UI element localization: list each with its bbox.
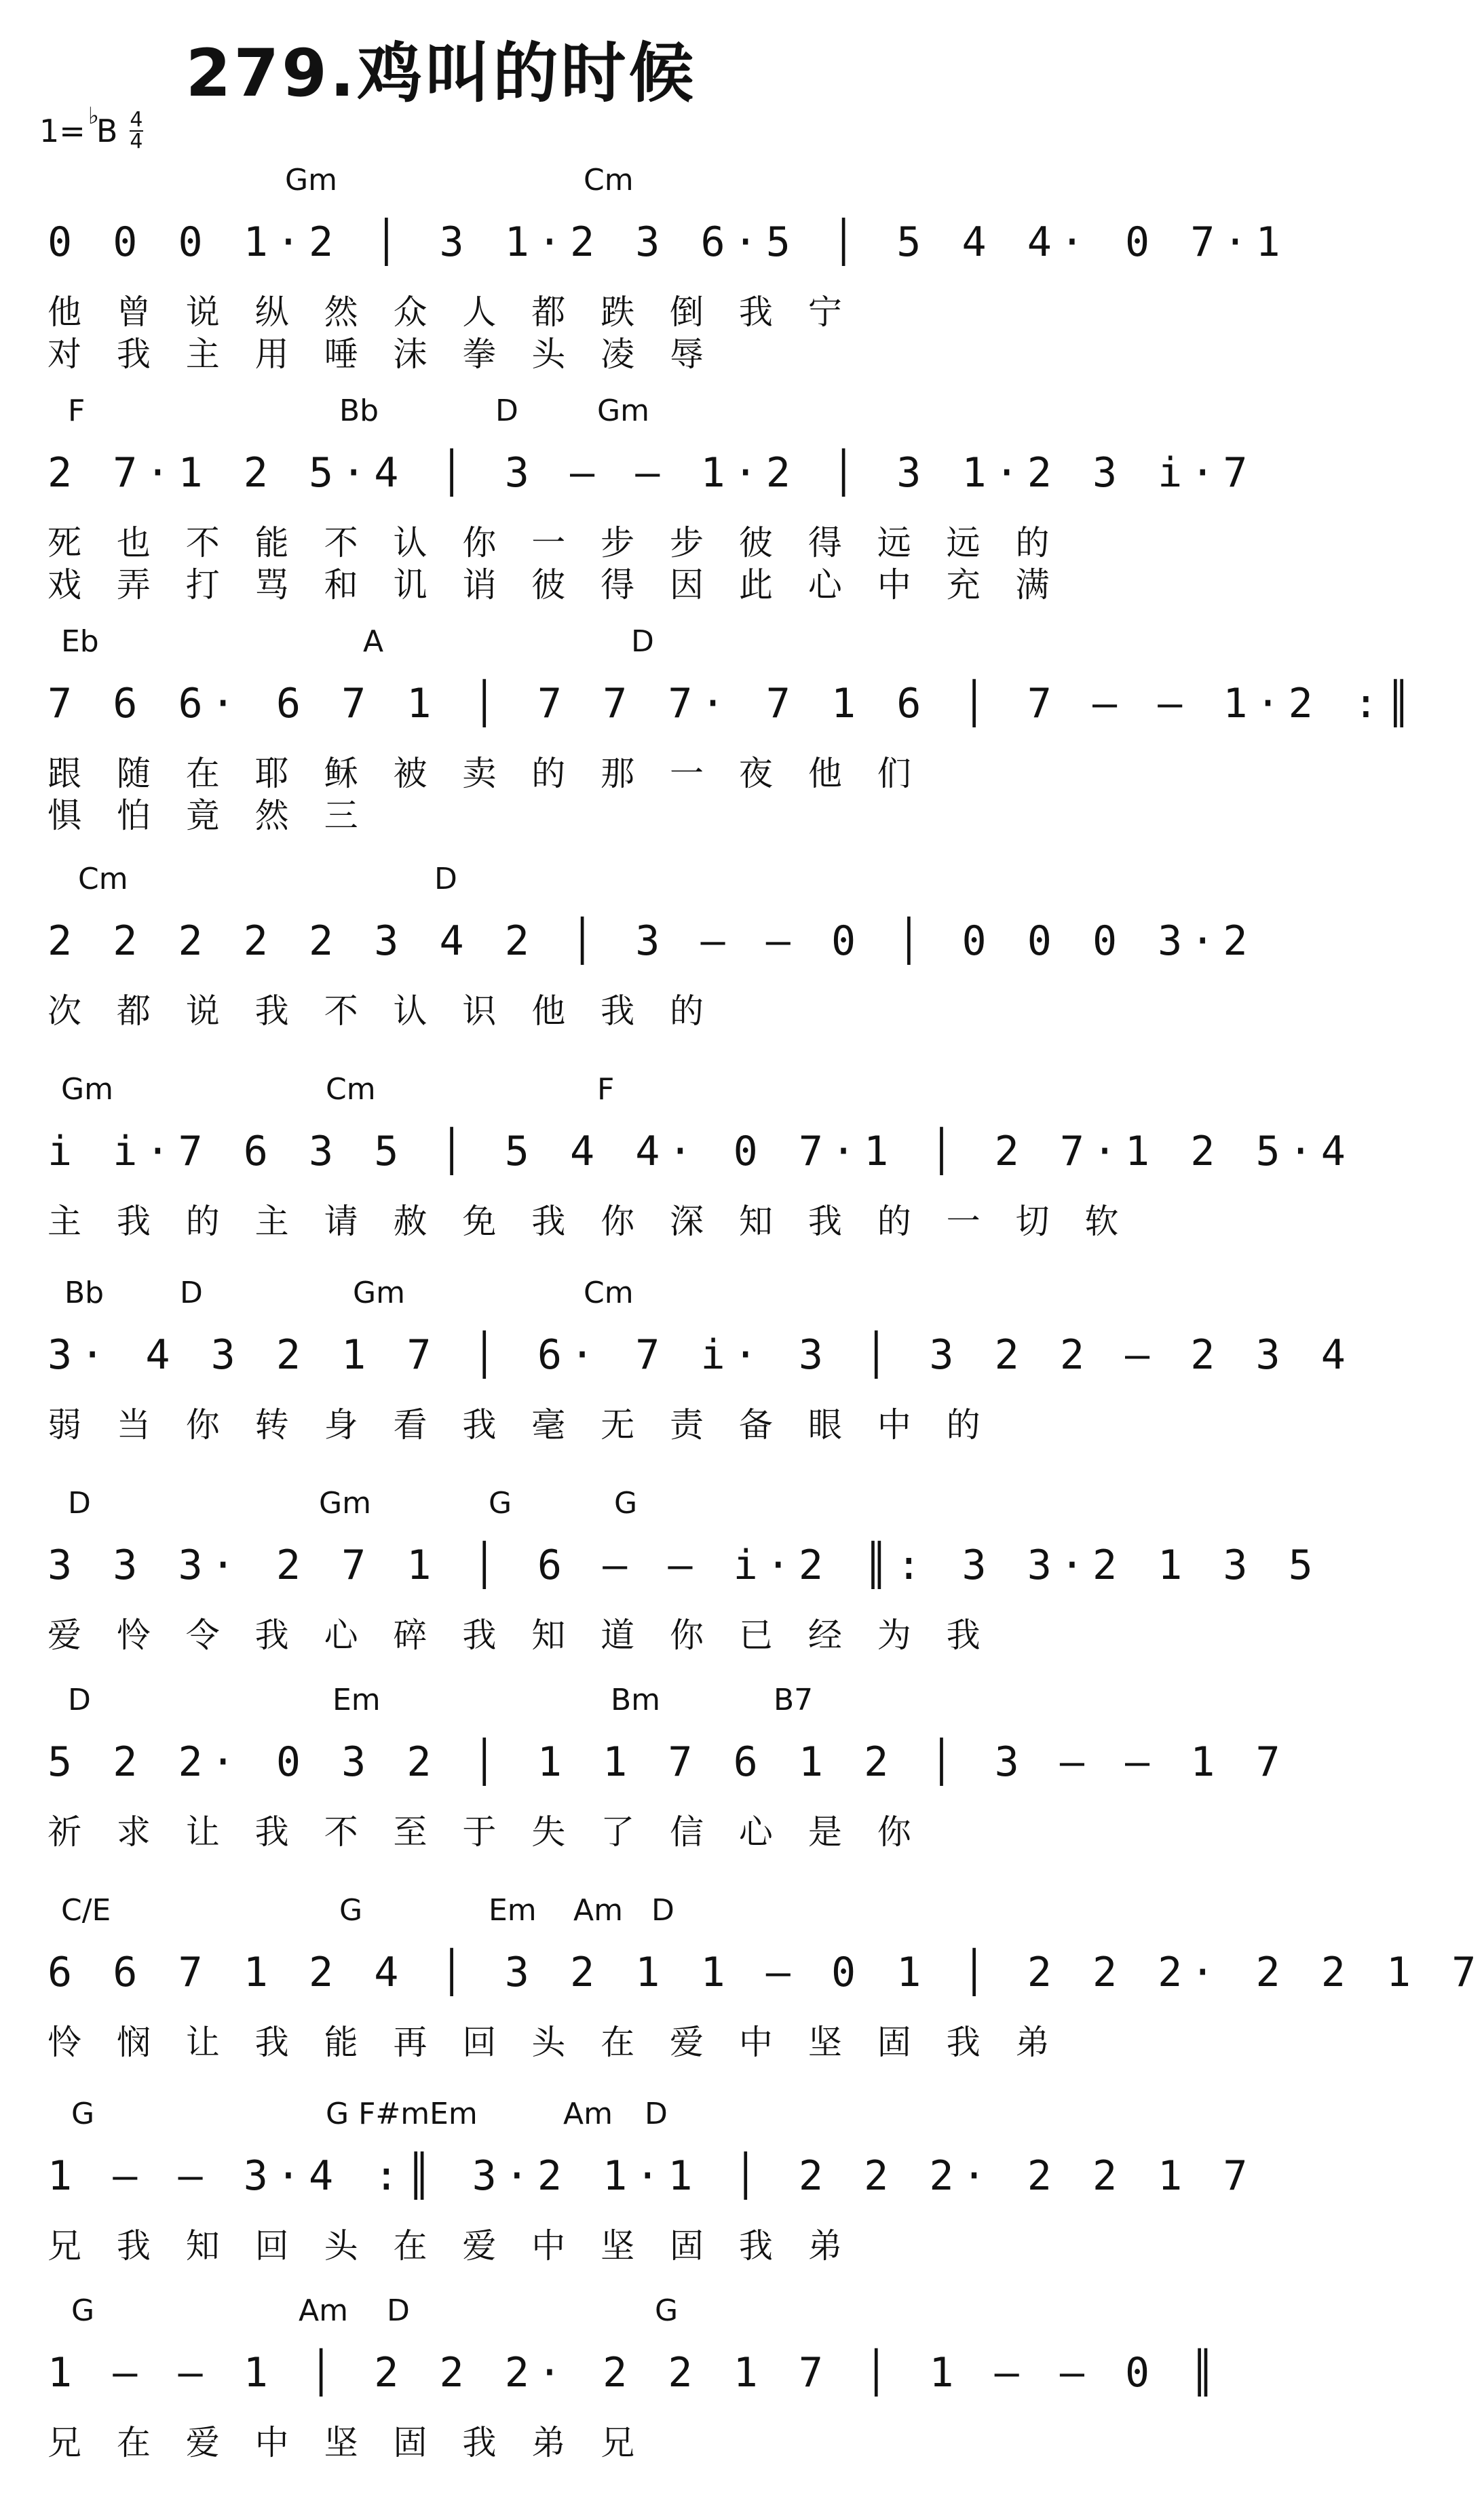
chord-symbol: Bm — [611, 1683, 661, 1717]
chord-symbol: Gm — [319, 1486, 371, 1521]
music-system — [0, 624, 1420, 835]
chord-row — [0, 163, 882, 201]
chord-symbol: Gm — [353, 1276, 405, 1310]
lyric-line: 戏 弄 打 骂 和 讥 诮 彼 得 因 此 心 中 充 满 — [47, 565, 1062, 605]
chord-row — [0, 1683, 882, 1721]
chord-symbol: Cm — [584, 163, 634, 197]
notation-line: 2 2 2 2 2 3 4 2 │ 3 — — 0 │ 0 0 0 3·2 — [47, 917, 1256, 965]
notation-line: 1 — — 3·4 :║ 3·2 1·1 │ 2 2 2· 2 2 1 7 — [47, 2152, 1256, 2200]
music-system — [0, 2097, 1256, 2300]
flat-symbol: ♭ — [88, 102, 99, 130]
chord-symbol: D — [387, 2293, 410, 2328]
time-beats: 4 — [130, 108, 143, 132]
chord-symbol: D — [495, 394, 518, 428]
chord-symbol: G — [339, 1893, 363, 1928]
chord-symbol: G — [71, 2293, 95, 2328]
notation-line: 3 3 3· 2 7 1 │ 6 — — i·2 ║: 3 3·2 1 3 5 — [47, 1542, 1321, 1589]
chord-symbol: G — [489, 1486, 512, 1521]
key-note: B — [96, 113, 118, 149]
notation-line: 1 — — 1 │ 2 2 2· 2 2 1 7 │ 1 — — 0 ║ — [47, 2349, 1223, 2397]
chord-symbol: F — [68, 394, 85, 428]
chord-symbol: G — [71, 2097, 95, 2131]
chord-symbol: Bb — [64, 1276, 104, 1310]
lyric-line: 主 我 的 主 请 赦 免 我 你 深 知 我 的 一 切 软 — [47, 1202, 1131, 1241]
chord-row — [0, 862, 882, 900]
notation-line: 0 0 0 1·2 │ 3 1·2 3 6·5 │ 5 4 4· 0 7·1 — [47, 218, 1289, 266]
music-system — [0, 1486, 1321, 1690]
chord-symbol: D — [645, 2097, 668, 2131]
lyric-line: 惧 怕 竟 然 三 — [47, 796, 370, 835]
chord-symbol: Gm — [597, 394, 649, 428]
chord-row — [0, 1072, 882, 1110]
chord-symbol: Bb — [339, 394, 379, 428]
chord-symbol: G F#mEm — [326, 2097, 478, 2131]
notation-line: 6 6 7 1 2 4 │ 3 2 1 1 — 0 1 │ 2 2 2· 2 2 1 7 — [47, 1949, 1484, 1996]
lyric-line: 爱 怜 令 我 心 碎 我 知 道 你 已 经 为 我 — [47, 1616, 993, 1655]
chord-symbol: Gm — [61, 1072, 113, 1107]
notation-line: 3· 4 3 2 1 7 │ 6· 7 i· 3 │ 3 2 2 — 2 3 4 — [47, 1331, 1354, 1379]
chord-symbol: D — [651, 1893, 674, 1928]
music-system — [0, 1276, 1354, 1479]
lyric-line: 兄 在 爱 中 坚 固 我 弟 兄 — [47, 2423, 647, 2462]
music-system — [0, 1072, 1354, 1276]
key-prefix: 1= — [39, 113, 85, 149]
chord-symbol: Em — [332, 1683, 381, 1717]
chord-symbol: A — [363, 624, 384, 659]
chord-symbol: Gm — [285, 163, 337, 197]
lyric-line: 弱 当 你 转 身 看 我 毫 无 责 备 眼 中 的 — [47, 1405, 993, 1445]
lyric-line: 死 也 不 能 不 认 你 一 步 步 彼 得 远 远 的 — [47, 523, 1062, 562]
notation-line: 5 2 2· 0 3 2 │ 1 1 7 6 1 2 │ 3 — — 1 7 — [47, 1738, 1289, 1786]
music-system — [0, 862, 1256, 1065]
chord-symbol: Eb — [61, 624, 99, 659]
chord-symbol: G — [655, 2293, 679, 2328]
chord-symbol: Cm — [584, 1276, 634, 1310]
lyric-line: 祈 求 让 我 不 至 于 失 了 信 心 是 你 — [47, 1812, 924, 1852]
song-title: 279.鸡叫的时候 — [185, 35, 697, 111]
chord-symbol: D — [434, 862, 457, 896]
music-system — [0, 394, 1256, 605]
chord-symbol: Cm — [78, 862, 128, 896]
chord-symbol: D — [68, 1683, 91, 1717]
lyric-line: 对 我 主 用 唾 沫 拳 头 凌 辱 — [47, 335, 717, 374]
chord-symbol: F — [597, 1072, 615, 1107]
chord-symbol: D — [180, 1276, 203, 1310]
chord-symbol: Am — [299, 2293, 348, 2328]
chord-row — [0, 2097, 882, 2135]
time-unit: 4 — [130, 130, 143, 153]
lyric-line: 跟 随 在 耶 稣 被 卖 的 那 一 夜 他 们 — [47, 754, 924, 793]
notation-line: 2 7·1 2 5·4 │ 3 — — 1·2 │ 3 1·2 3 i·7 — [47, 449, 1256, 497]
chord-symbol: D — [631, 624, 654, 659]
chord-symbol: Em — [489, 1893, 537, 1928]
chord-symbol: C/E — [61, 1893, 111, 1928]
chord-row — [0, 1276, 882, 1314]
music-system — [0, 1683, 1289, 1886]
chord-symbol: G — [614, 1486, 638, 1521]
music-system — [0, 2293, 1223, 2497]
lyric-line: 次 都 说 我 不 认 识 他 我 的 — [47, 991, 717, 1031]
lyric-line: 兄 我 知 回 头 在 爱 中 坚 固 我 弟 — [47, 2226, 854, 2266]
notation-line: 7 6 6· 6 7 1 │ 7 7 7· 7 1 6 │ 7 — — 1·2 :║ — [47, 680, 1420, 727]
chord-row — [0, 1893, 882, 1931]
music-system — [0, 163, 1289, 374]
time-signature — [130, 110, 142, 152]
chord-row — [0, 1486, 882, 1524]
chord-row — [0, 2293, 882, 2331]
notation-line: i i·7 6 3 5 │ 5 4 4· 0 7·1 │ 2 7·1 2 5·4 — [47, 1128, 1354, 1175]
chord-symbol: Cm — [326, 1072, 376, 1107]
chord-row — [0, 394, 882, 432]
chord-row — [0, 624, 882, 662]
lyric-line: 他 曾 说 纵 然 众 人 都 跌 倒 我 宁 — [47, 292, 854, 332]
chord-symbol: Am — [573, 1893, 623, 1928]
chord-symbol: B7 — [774, 1683, 814, 1717]
chord-symbol: Am — [563, 2097, 613, 2131]
chord-symbol: D — [68, 1486, 91, 1521]
music-system — [0, 1893, 1484, 2097]
lyric-line: 怜 悯 让 我 能 再 回 头 在 爱 中 坚 固 我 弟 — [47, 2023, 1062, 2062]
key-signature — [39, 102, 143, 153]
